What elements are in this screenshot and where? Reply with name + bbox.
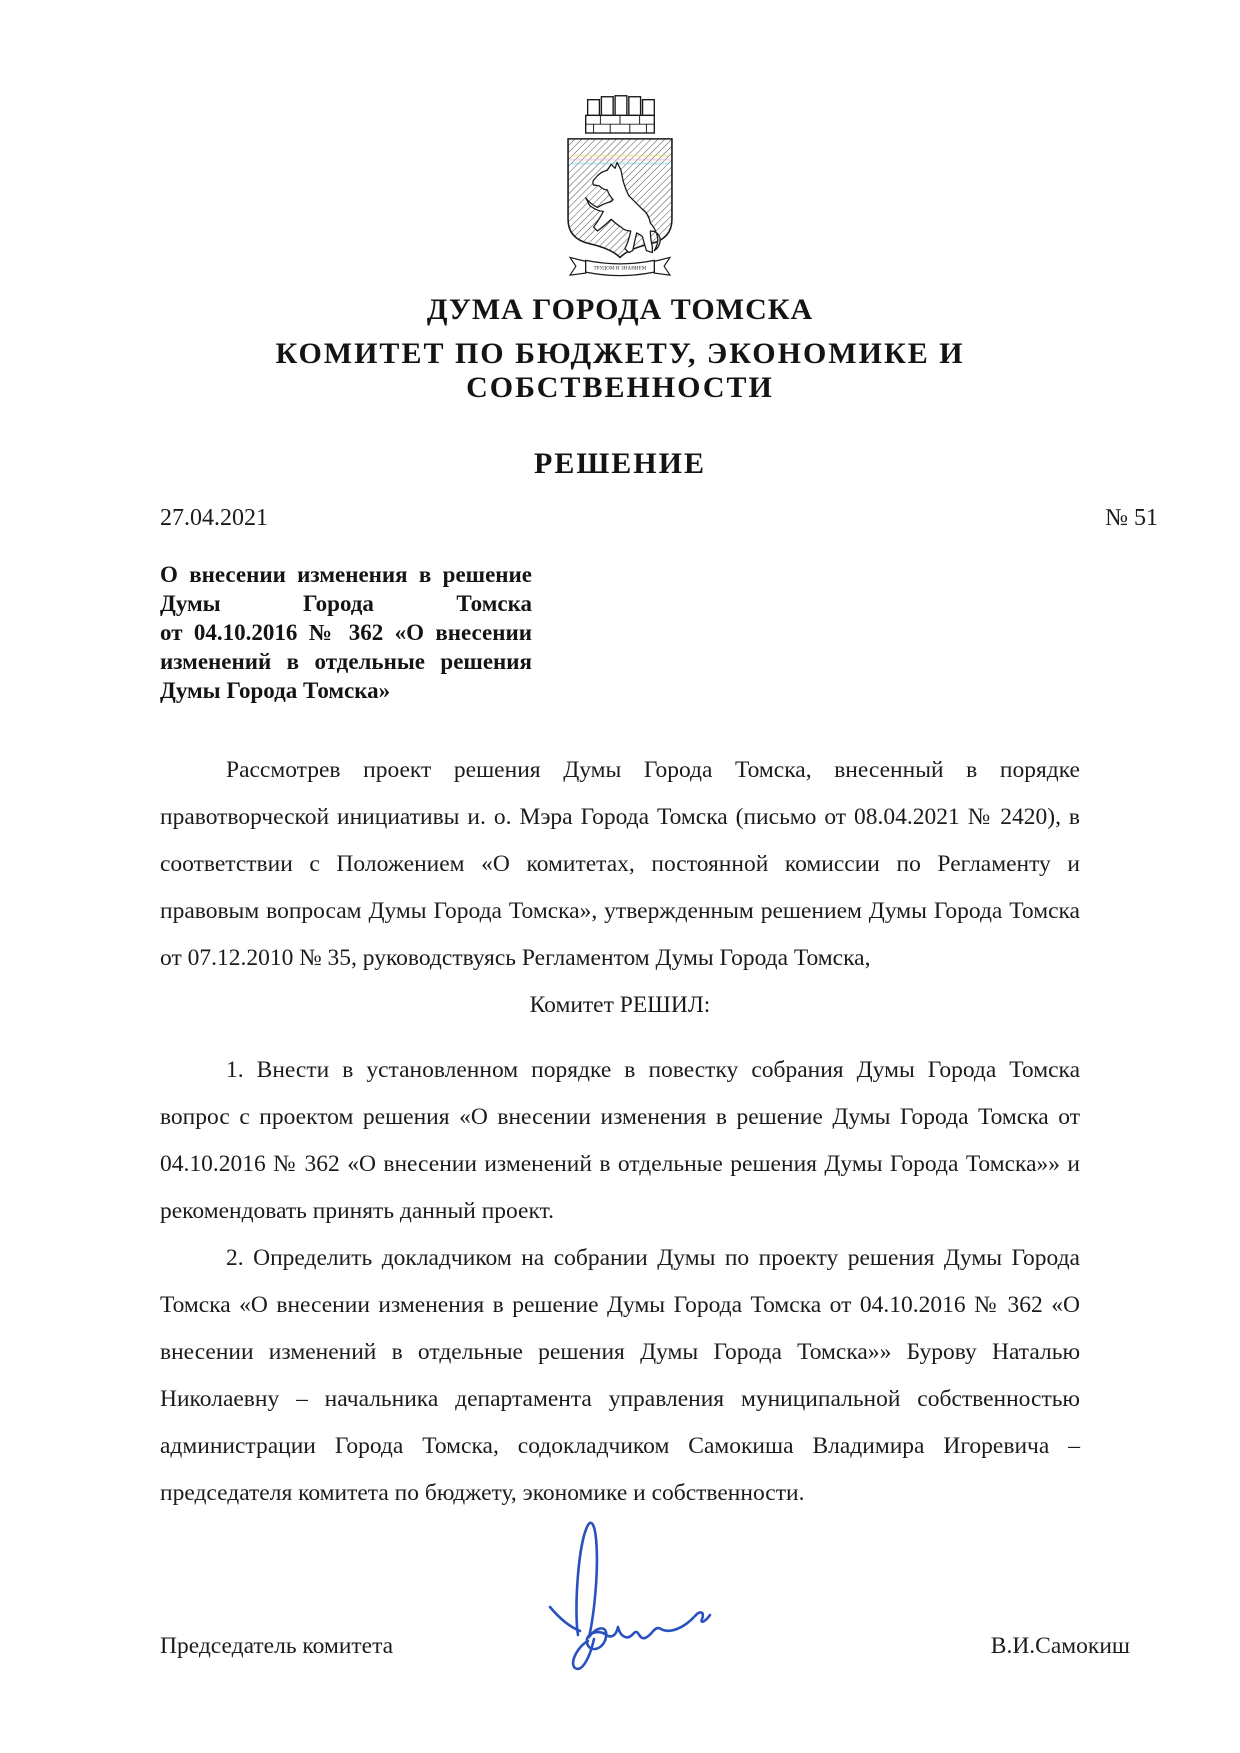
resolution-item-2: 2. Определить докладчиком на собрании Думы по проекту решения Думы Города Томска «О внесении изменения в решение Думы Города Томска от 04.10.2016 № 362 «О внесении изменений в отдельные решения Думы Города Томска»» Бурову Наталью Николаевну – начальника департамента управления муниципальной собственностью администрации Города Томска, содокладчиком Самокиша Владимира Игоревича – председателя комитета по бюджету, экономике и собственности.	[160, 1245, 1080, 1506]
document-number: № 51	[1105, 505, 1158, 531]
subject-line: Думы Города Томска»	[160, 678, 391, 703]
tomsk-coat-of-arms-icon	[542, 84, 698, 280]
subject-line: от 04.10.2016 № 362 «О внесении	[160, 620, 532, 645]
resolution-items	[160, 1047, 1080, 1517]
document-type-title: РЕШЕНИЕ	[534, 447, 706, 480]
subject-line: Думы Города Томска	[160, 591, 532, 616]
coat-of-arms-block	[160, 0, 1080, 285]
handwritten-signature-icon	[542, 1515, 727, 1685]
organization-title: ДУМА ГОРОДА ТОМСКА	[426, 293, 814, 326]
resolution-heading: Комитет РЕШИЛ:	[529, 992, 711, 1018]
subject-line: О внесении изменения в решение	[160, 562, 532, 587]
subject-block	[160, 560, 532, 705]
committee-title: КОМИТЕТ ПО БЮДЖЕТУ, ЭКОНОМИКЕ И СОБСТВЕННОСТИ	[275, 337, 965, 404]
signature-row	[160, 1633, 1130, 1660]
signer-role: Председатель комитета	[160, 1633, 394, 1659]
document-date: 27.04.2021	[160, 505, 268, 531]
motto-ribbon-text: ТРУДОМ И ЗНАНИЕМ	[593, 266, 647, 272]
resolution-item-1: 1. Внести в установленном порядке в повестку собрания Думы Города Томска вопрос с проектом решения «О внесении изменения в решение Думы Города Томска от 04.10.2016 № 362 «О внесении изменений в отдельные решения Думы Города Томска»» и рекомендовать принять данный проект.	[160, 1057, 1080, 1224]
signer-name: В.И.Самокиш	[990, 1633, 1130, 1659]
subject-line: изменений в отдельные решения	[160, 649, 532, 674]
meta-row	[160, 505, 1158, 532]
motto-ribbon-icon	[570, 257, 670, 275]
preamble-paragraph: Рассмотрев проект решения Думы Города Томска, внесенный в порядке правотворческой инициативы и. о. Мэра Города Томска (письмо от 08.04.2021 № 2420), в соответствии с Положением «О комитетах, постоянной комиссии по Регламенту и правовым вопросам Думы Города Томска», утвержденным решением Думы Города Томска от 07.12.2010 № 35, руководствуясь Регламентом Думы Города Томска,	[160, 757, 1080, 971]
mural-crown-icon	[586, 96, 655, 133]
